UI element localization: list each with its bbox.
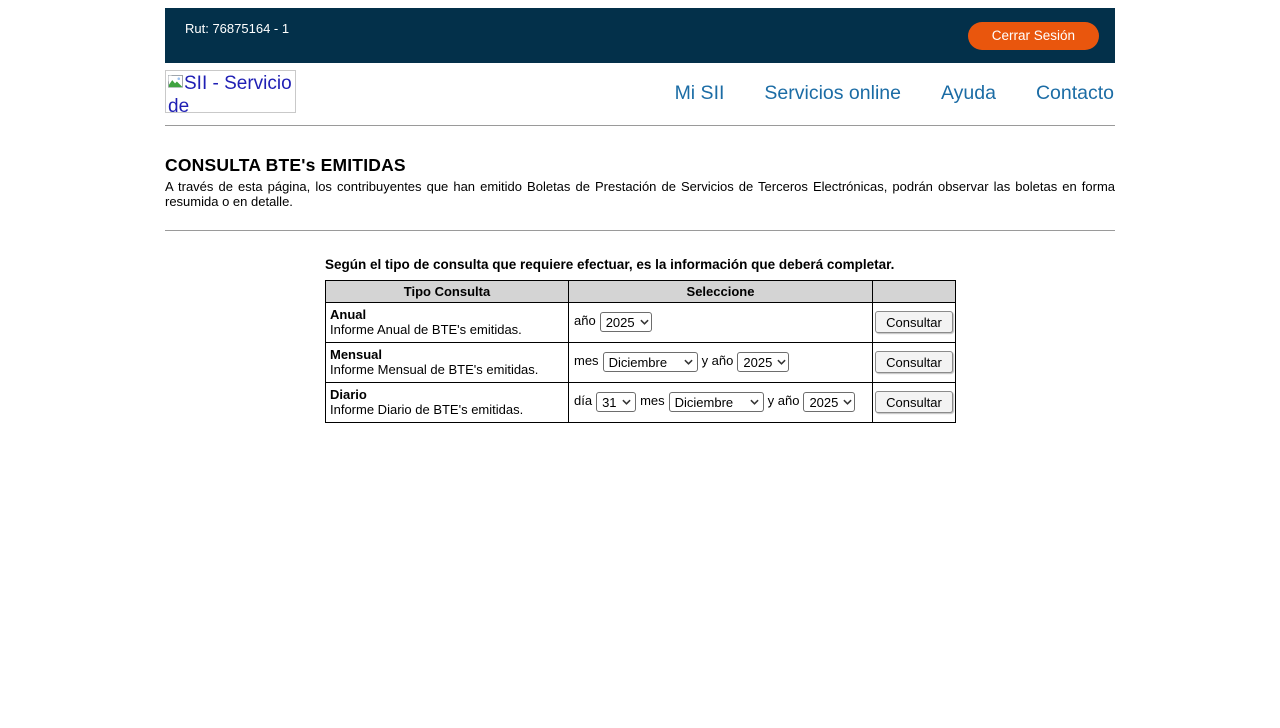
nav-servicios-online[interactable]: Servicios online <box>764 82 901 104</box>
tipo-description-mensual: Informe Mensual de BTE's emitidas. <box>330 362 539 377</box>
consulta-table <box>325 280 956 423</box>
tipo-cell-anual <box>326 302 569 342</box>
logo-alt-text: SII - Servicio de <box>168 73 292 113</box>
chevron-down-icon <box>640 319 649 325</box>
select-ano-diario[interactable] <box>803 392 855 412</box>
rut-label: Rut: 76875164 - 1 <box>185 21 290 36</box>
seleccione-cell-mensual <box>569 342 873 382</box>
chevron-down-icon <box>684 359 693 365</box>
nav-ayuda[interactable]: Ayuda <box>940 82 996 104</box>
select-value-dia-diario: 31 <box>602 394 617 410</box>
consultar-button-diario[interactable]: Consultar <box>875 391 953 413</box>
nav-contacto[interactable]: Contacto <box>1035 82 1114 104</box>
consultar-button-mensual[interactable]: Consultar <box>875 351 953 373</box>
select-value-ano-diario: 2025 <box>809 394 839 410</box>
consulta-row-anual <box>326 302 956 342</box>
broken-image-icon <box>168 72 183 95</box>
content-divider <box>165 230 1115 231</box>
seleccione-cell-anual <box>569 302 873 342</box>
main-content <box>165 155 1115 423</box>
tipo-name-mensual: Mensual <box>330 347 383 362</box>
consulta-row-diario <box>326 382 956 422</box>
label-mes-mensual: mes <box>574 353 599 369</box>
tipo-cell-mensual <box>326 342 569 382</box>
page-description: A través de esta página, los contribuyentes que han emitido Boletas de Prestación de Servicios de Terceros Electrónicas, podrán observar las boletas en forma resumida o en detalle. <box>165 179 1115 209</box>
consultar-button-anual[interactable]: Consultar <box>875 311 953 333</box>
chevron-down-icon <box>622 399 631 405</box>
table-header-seleccione: Seleccione <box>569 280 873 302</box>
tipo-cell-diario <box>326 382 569 422</box>
action-cell-anual <box>873 302 956 342</box>
table-header-tipo-consulta: Tipo Consulta <box>326 280 569 302</box>
tipo-description-diario: Informe Diario de BTE's emitidas. <box>330 402 524 417</box>
page-title: CONSULTA BTE's EMITIDAS <box>165 155 406 175</box>
action-cell-mensual <box>873 342 956 382</box>
label-ano-anual: año <box>574 313 596 329</box>
table-header-actions <box>873 280 956 302</box>
select-value-mes-mensual: Diciembre <box>608 354 668 370</box>
select-mes-diario[interactable] <box>669 392 764 412</box>
tipo-name-anual: Anual <box>330 307 367 322</box>
label-ano-diario: y año <box>767 393 800 409</box>
chevron-down-icon <box>777 359 786 365</box>
label-ano-mensual: y año <box>701 353 734 369</box>
consulta-row-mensual <box>326 342 956 382</box>
select-dia-diario[interactable] <box>596 392 636 412</box>
topbar <box>165 8 1115 63</box>
select-value-ano-mensual: 2025 <box>743 354 773 370</box>
consulta-section <box>325 257 955 423</box>
seleccione-cell-diario <box>569 382 873 422</box>
consulta-table-head <box>326 280 956 302</box>
select-value-ano-anual: 2025 <box>605 314 635 330</box>
logo-link[interactable] <box>165 70 296 113</box>
tipo-name-diario: Diario <box>330 387 367 402</box>
select-ano-anual[interactable] <box>600 312 652 332</box>
chevron-down-icon <box>843 399 852 405</box>
label-dia-diario: día <box>574 393 593 409</box>
main-nav <box>675 82 1115 105</box>
action-cell-diario <box>873 382 956 422</box>
label-mes-diario: mes <box>640 393 665 409</box>
instruction-text: Según el tipo de consulta que requiere efectuar, es la información que deberá completar. <box>325 257 895 272</box>
select-mes-mensual[interactable] <box>603 352 698 372</box>
consulta-table-body <box>326 302 956 422</box>
select-value-mes-diario: Diciembre <box>674 394 734 410</box>
tipo-description-anual: Informe Anual de BTE's emitidas. <box>330 322 522 337</box>
select-ano-mensual[interactable] <box>737 352 789 372</box>
chevron-down-icon <box>750 399 759 405</box>
site-header <box>165 70 1115 113</box>
nav-mi-sii[interactable]: Mi SII <box>674 82 725 104</box>
header-divider <box>165 125 1115 126</box>
page-container <box>165 8 1115 423</box>
logout-button[interactable]: Cerrar Sesión <box>968 22 1099 50</box>
